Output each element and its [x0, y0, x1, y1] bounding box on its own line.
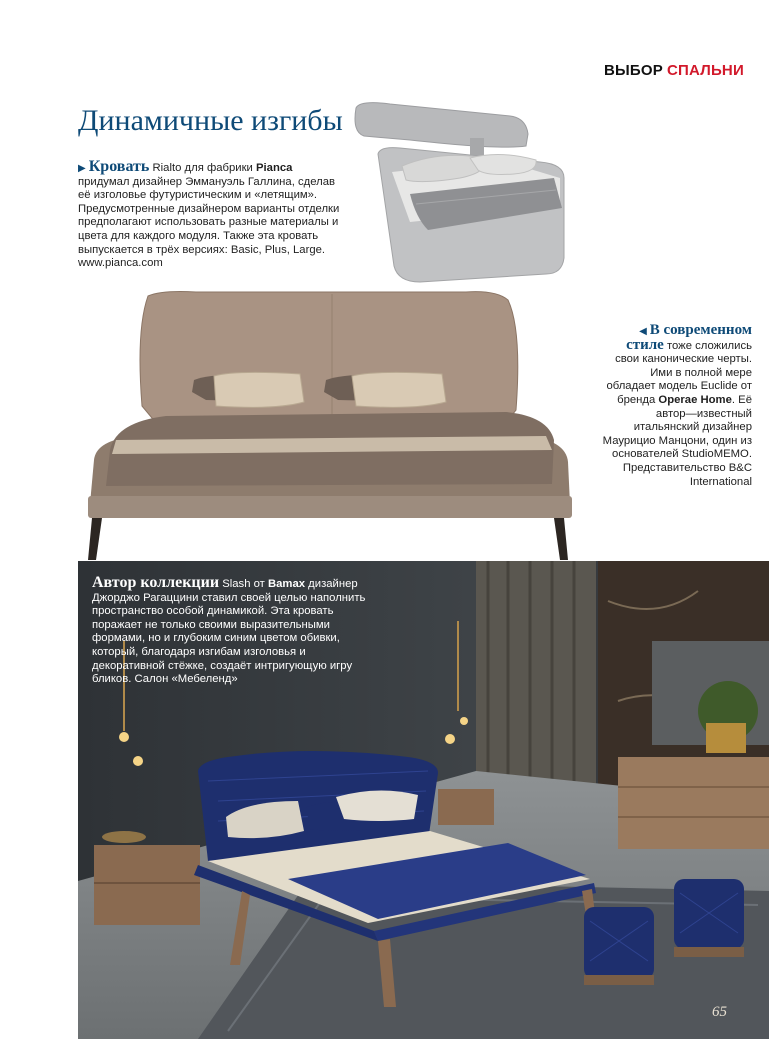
- article-rialto-text-2: придумал дизайнер Эммануэль Галлина, сделав её изголовье футуристическим и «летящим». Предусмотренные дизайнером варианты отделки предполагают использовать разные материалы и цвета для каждого модуля. Также эта кровать выпускается в трёх версиях: Basic, Plus, Large. www.pianca.com: [78, 175, 340, 270]
- article-rialto: [78, 160, 346, 271]
- section-header-part1: ВЫБОР: [604, 62, 663, 79]
- article-slash-text-1: Slash от: [219, 578, 268, 590]
- photo-euclide-bed: [76, 290, 584, 562]
- article-slash-text-2: дизайнер Джорджо Рагаццини ставил своей целью наполнить пространство особой динамикой. Эта кровать поражает не только своими выразительными формами, но и глубоким синим цветом обивки, который, благодаря изгибам изголовья и декоративной стёжке, создаёт интригующую игру бликов. Салон «Мебеленд»: [92, 578, 366, 686]
- article-rialto-text-1: Rialto для фабрики: [149, 162, 256, 174]
- page-title: Динамичные изгибы: [78, 104, 343, 137]
- article-euclide-lead: В современном стиле: [626, 322, 752, 353]
- section-header: [604, 62, 744, 79]
- article-rialto-brand: Pianca: [256, 162, 293, 174]
- article-rialto-lead: Кровать: [88, 158, 150, 175]
- article-euclide-text-2: . Её автор—известный итальянский дизайнер Маурицио Манцони, один из основателей StudioMEMO. Представительство B&C International: [602, 393, 752, 488]
- triangle-right-icon: ▶: [78, 163, 86, 174]
- page-number: 65: [712, 1004, 727, 1020]
- photo-rialto-bed: [350, 98, 740, 288]
- section-header-part2: СПАЛЬНИ: [666, 62, 744, 79]
- triangle-left-icon: ◀: [639, 326, 647, 337]
- article-slash-brand: Bamax: [267, 578, 306, 590]
- article-euclide: [602, 324, 752, 489]
- article-slash-lead: Автор коллекции: [92, 574, 220, 591]
- article-euclide-brand: Operae Home: [658, 393, 732, 406]
- article-euclide-text-1: тоже сложились свои канонические черты. Ими в полной мере обладает модель Euclide от бренда: [606, 339, 752, 406]
- article-slash: [92, 576, 372, 687]
